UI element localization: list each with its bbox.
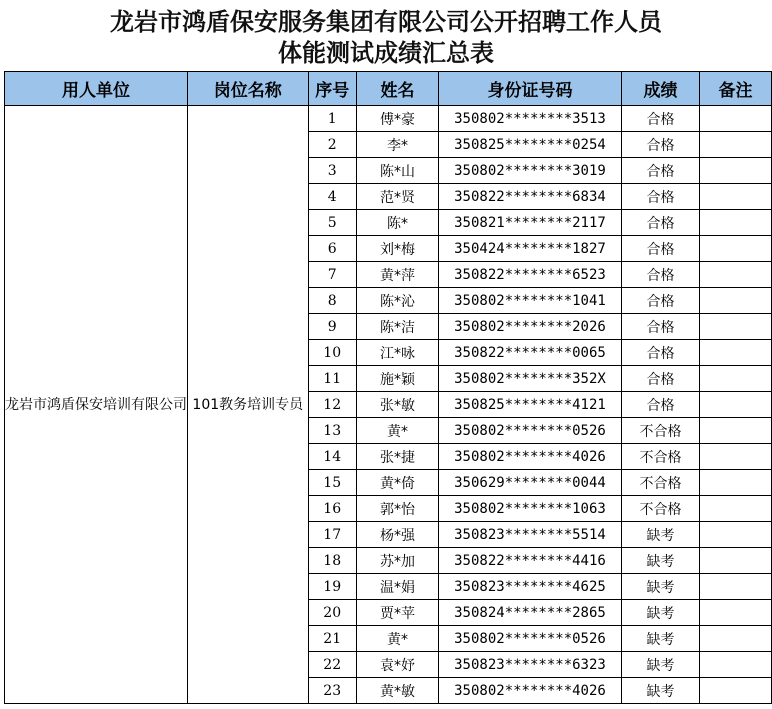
- name-cell: 郭*怡: [356, 496, 438, 522]
- seq-cell: 18: [308, 548, 356, 574]
- name-cell: 杨*强: [356, 522, 438, 548]
- name-cell: 黄*敏: [356, 678, 438, 704]
- seq-cell: 8: [308, 288, 356, 314]
- seq-cell: 12: [308, 392, 356, 418]
- remark-cell: [700, 522, 772, 548]
- seq-cell: 20: [308, 600, 356, 626]
- seq-cell: 15: [308, 470, 356, 496]
- result-cell: 合格: [621, 210, 699, 236]
- name-cell: 袁*妤: [356, 652, 438, 678]
- page-title: 龙岩市鸿盾保安服务集团有限公司公开招聘工作人员: [110, 8, 662, 36]
- id-cell: 350825********0254: [439, 132, 622, 158]
- name-cell: 江*咏: [356, 340, 438, 366]
- remark-cell: [700, 366, 772, 392]
- id-cell: 350802********3513: [439, 106, 622, 132]
- result-cell: 缺考: [621, 574, 699, 600]
- id-cell: 350822********6523: [439, 262, 622, 288]
- name-cell: 施*颖: [356, 366, 438, 392]
- name-cell: 陈*洁: [356, 314, 438, 340]
- result-cell: 合格: [621, 132, 699, 158]
- remark-cell: [700, 158, 772, 184]
- remark-cell: [700, 470, 772, 496]
- seq-cell: 1: [308, 106, 356, 132]
- id-cell: 350823********4625: [439, 574, 622, 600]
- seq-cell: 19: [308, 574, 356, 600]
- header-unit: 用人单位: [5, 72, 188, 106]
- seq-cell: 13: [308, 418, 356, 444]
- remark-cell: [700, 288, 772, 314]
- remark-cell: [700, 184, 772, 210]
- id-cell: 350802********4026: [439, 678, 622, 704]
- name-cell: 张*敏: [356, 392, 438, 418]
- seq-cell: 21: [308, 626, 356, 652]
- remark-cell: [700, 678, 772, 704]
- page-subtitle: 体能测试成绩汇总表: [278, 39, 494, 67]
- seq-cell: 2: [308, 132, 356, 158]
- id-cell: 350802********2026: [439, 314, 622, 340]
- name-cell: 李*: [356, 132, 438, 158]
- remark-cell: [700, 210, 772, 236]
- table-row: [5, 106, 772, 132]
- result-cell: 缺考: [621, 652, 699, 678]
- id-cell: 350802********1041: [439, 288, 622, 314]
- id-cell: 350822********6834: [439, 184, 622, 210]
- seq-cell: 23: [308, 678, 356, 704]
- id-cell: 350822********0065: [439, 340, 622, 366]
- id-cell: 350802********4026: [439, 444, 622, 470]
- header-remark: 备注: [700, 72, 772, 106]
- seq-cell: 6: [308, 236, 356, 262]
- remark-cell: [700, 106, 772, 132]
- result-cell: 合格: [621, 106, 699, 132]
- id-cell: 350802********352X: [439, 366, 622, 392]
- remark-cell: [700, 600, 772, 626]
- seq-cell: 14: [308, 444, 356, 470]
- remark-cell: [700, 496, 772, 522]
- result-cell: 缺考: [621, 522, 699, 548]
- name-cell: 张*捷: [356, 444, 438, 470]
- seq-cell: 10: [308, 340, 356, 366]
- name-cell: 苏*加: [356, 548, 438, 574]
- header-name: 姓名: [356, 72, 438, 106]
- name-cell: 范*贤: [356, 184, 438, 210]
- results-table: [4, 71, 772, 704]
- result-cell: 合格: [621, 314, 699, 340]
- seq-cell: 5: [308, 210, 356, 236]
- result-cell: 合格: [621, 236, 699, 262]
- header-result: 成绩: [621, 72, 699, 106]
- result-cell: 合格: [621, 158, 699, 184]
- header-seq: 序号: [308, 72, 356, 106]
- remark-cell: [700, 444, 772, 470]
- remark-cell: [700, 574, 772, 600]
- remark-cell: [700, 262, 772, 288]
- id-cell: 350629********0044: [439, 470, 622, 496]
- remark-cell: [700, 418, 772, 444]
- id-cell: 350802********1063: [439, 496, 622, 522]
- remark-cell: [700, 340, 772, 366]
- result-cell: 不合格: [621, 470, 699, 496]
- seq-cell: 11: [308, 366, 356, 392]
- name-cell: 黄*: [356, 418, 438, 444]
- id-cell: 350822********4416: [439, 548, 622, 574]
- position-cell: 101教务培训专员: [188, 106, 309, 704]
- id-cell: 350825********4121: [439, 392, 622, 418]
- id-cell: 350821********2117: [439, 210, 622, 236]
- remark-cell: [700, 652, 772, 678]
- seq-cell: 9: [308, 314, 356, 340]
- result-cell: 合格: [621, 184, 699, 210]
- result-cell: 缺考: [621, 678, 699, 704]
- name-cell: 陈*: [356, 210, 438, 236]
- remark-cell: [700, 548, 772, 574]
- result-cell: 合格: [621, 262, 699, 288]
- result-cell: 缺考: [621, 626, 699, 652]
- id-cell: 350802********3019: [439, 158, 622, 184]
- remark-cell: [700, 314, 772, 340]
- name-cell: 黄*倚: [356, 470, 438, 496]
- remark-cell: [700, 236, 772, 262]
- seq-cell: 7: [308, 262, 356, 288]
- name-cell: 贾*苹: [356, 600, 438, 626]
- header-position: 岗位名称: [188, 72, 309, 106]
- header-row: [5, 72, 772, 106]
- result-cell: 合格: [621, 288, 699, 314]
- name-cell: 黄*萍: [356, 262, 438, 288]
- id-cell: 350823********5514: [439, 522, 622, 548]
- result-cell: 不合格: [621, 444, 699, 470]
- id-cell: 350424********1827: [439, 236, 622, 262]
- result-cell: 合格: [621, 392, 699, 418]
- header-id: 身份证号码: [439, 72, 622, 106]
- id-cell: 350802********0526: [439, 418, 622, 444]
- remark-cell: [700, 626, 772, 652]
- id-cell: 350802********0526: [439, 626, 622, 652]
- unit-cell: 龙岩市鸿盾保安培训有限公司: [5, 106, 188, 704]
- id-cell: 350824********2865: [439, 600, 622, 626]
- name-cell: 刘*梅: [356, 236, 438, 262]
- seq-cell: 3: [308, 158, 356, 184]
- result-cell: 不合格: [621, 418, 699, 444]
- seq-cell: 4: [308, 184, 356, 210]
- name-cell: 陈*沁: [356, 288, 438, 314]
- remark-cell: [700, 392, 772, 418]
- seq-cell: 22: [308, 652, 356, 678]
- id-cell: 350823********6323: [439, 652, 622, 678]
- name-cell: 陈*山: [356, 158, 438, 184]
- result-cell: 合格: [621, 366, 699, 392]
- name-cell: 温*娟: [356, 574, 438, 600]
- seq-cell: 17: [308, 522, 356, 548]
- result-cell: 缺考: [621, 600, 699, 626]
- seq-cell: 16: [308, 496, 356, 522]
- name-cell: 黄*: [356, 626, 438, 652]
- remark-cell: [700, 132, 772, 158]
- name-cell: 傅*豪: [356, 106, 438, 132]
- result-cell: 合格: [621, 340, 699, 366]
- result-cell: 缺考: [621, 548, 699, 574]
- result-cell: 不合格: [621, 496, 699, 522]
